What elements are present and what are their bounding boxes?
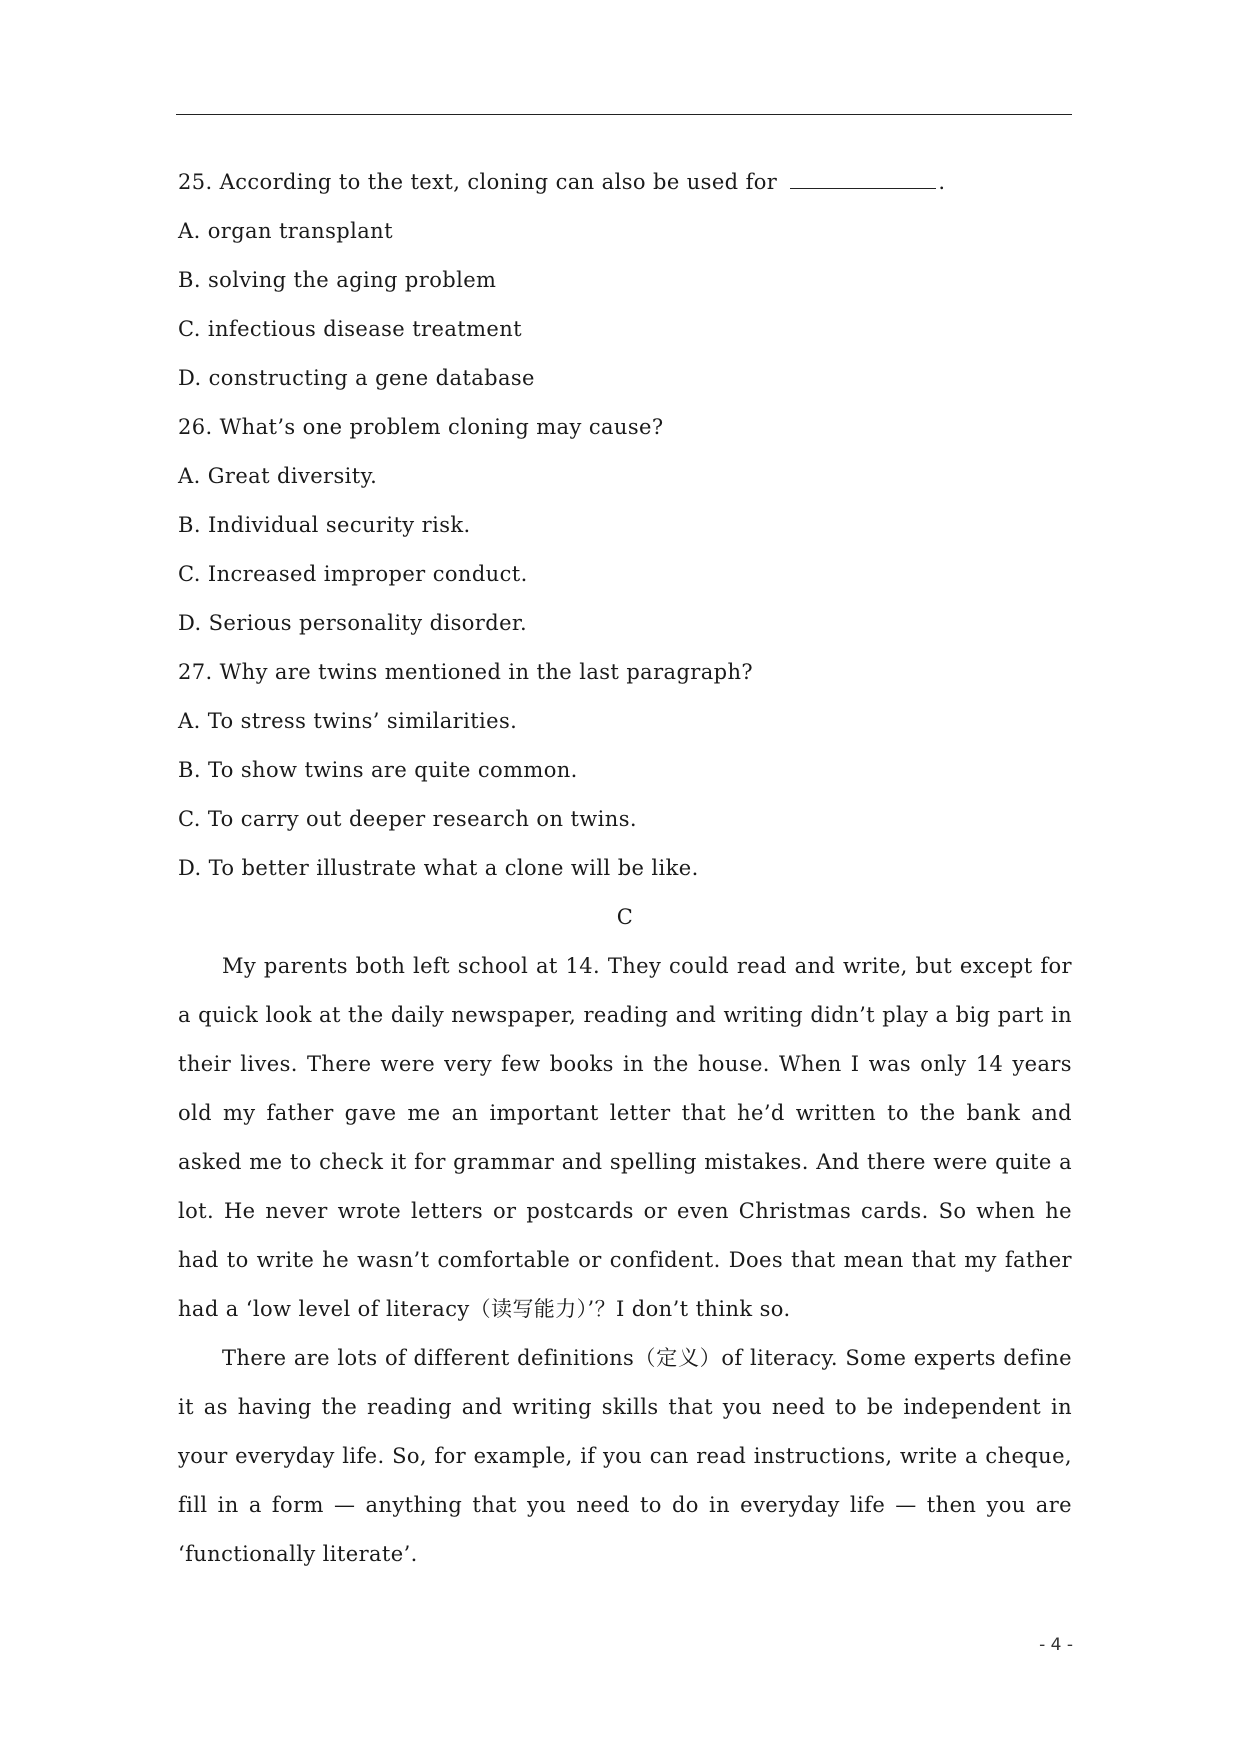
option-d: D. Serious personality disorder.: [178, 611, 528, 635]
option-c: C. Increased improper conduct.: [178, 562, 528, 586]
page-content: [178, 158, 1072, 1579]
option-a: A. organ transplant: [178, 219, 393, 243]
question-stem-text: 25. According to the text, cloning can also be used for: [178, 170, 785, 194]
option-c: C. To carry out deeper research on twins.: [178, 807, 637, 831]
passage-paragraph-1: [178, 942, 1072, 1334]
question-stem-end: .: [938, 170, 946, 194]
option-b: B. To show twins are quite common.: [178, 758, 578, 782]
question-26-stem: 26. What’s one problem cloning may cause?: [178, 415, 664, 439]
header-rule: [176, 114, 1072, 115]
option-a: A. Great diversity.: [178, 464, 378, 488]
section-heading: C: [616, 905, 634, 929]
question-25-stem: [178, 158, 1072, 207]
answer-blank: [790, 166, 936, 189]
option-a: A. To stress twins’ similarities.: [178, 709, 518, 733]
option-c: C. infectious disease treatment: [178, 317, 522, 341]
paragraph-text: There are lots of different definitions（定义）of literacy. Some experts define it as having the reading and writing skills that you need to be independent in your everyday life. So, for example, if you can read instructions, write a cheque, fill in a form — anything that you need to do in everyday life — then you are ‘functionally literate’.: [178, 1346, 1072, 1566]
option-b: B. Individual security risk.: [178, 513, 471, 537]
paragraph-text: My parents both left school at 14. They could read and write, but except for a quick look at the daily newspaper, reading and writing didn’t play a big part in their lives. There were very few books in the house. When I was only 14 years old my father gave me an important letter that he’d written to the bank and asked me to check it for grammar and spelling mistakes. And there were quite a lot. He never wrote letters or postcards or even Christmas cards. So when he had to write he wasn’t comfortable or confident. Does that mean that my father had a ‘low level of literacy（读写能力）’？I don’t think so.: [178, 954, 1072, 1321]
passage-paragraph-2: [178, 1334, 1072, 1579]
option-b: B. solving the aging problem: [178, 268, 497, 292]
page-number: - 4 -: [1039, 1635, 1073, 1655]
option-d: D. To better illustrate what a clone will be like.: [178, 856, 699, 880]
question-27-stem: 27. Why are twins mentioned in the last paragraph?: [178, 660, 754, 684]
option-d: D. constructing a gene database: [178, 366, 535, 390]
